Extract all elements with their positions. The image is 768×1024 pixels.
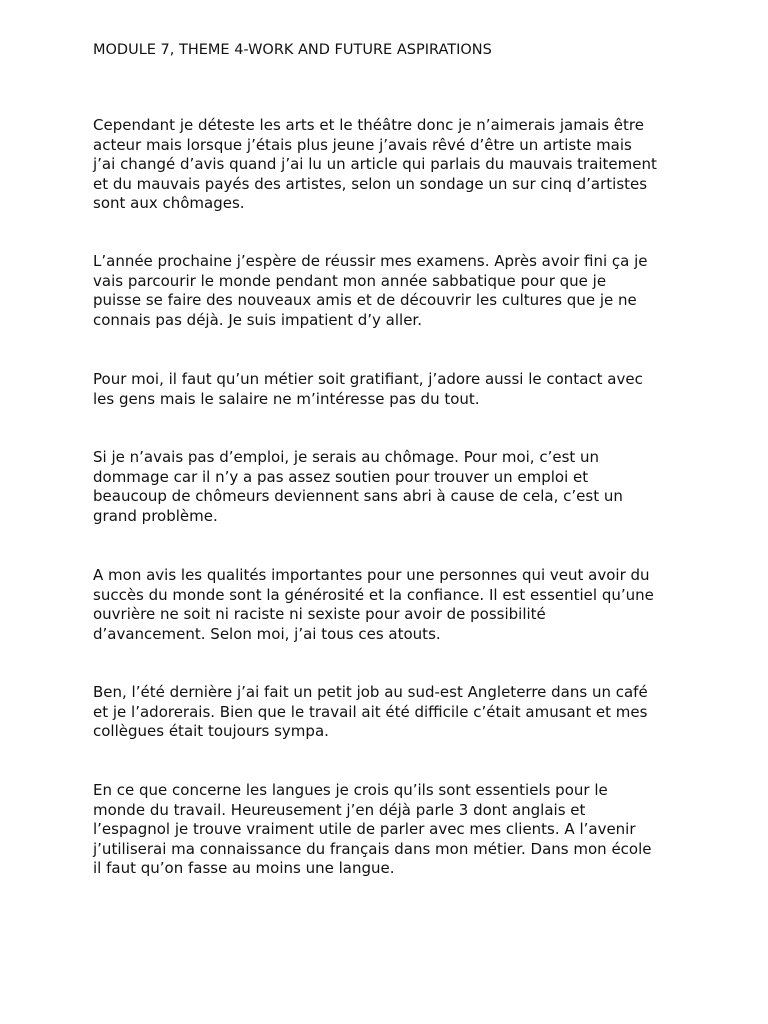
paragraph-line: dommage car il n’y a pas assez soutien pour trouver un emploi et [93,467,589,486]
paragraph-line: acteur mais lorsque j’étais plus jeune j’avais rêvé d’être un artiste mais [93,135,632,154]
paragraph-line: et du mauvais payés des artistes, selon un sondage un sur cinq d’artistes [93,174,648,193]
paragraph-line: il faut qu’on fasse au moins une langue. [93,859,395,878]
paragraph-summer-job [93,683,693,742]
paragraph-line: A mon avis les qualités importantes pour une personnes qui veut avoir du [93,566,650,584]
paragraph-line: Cependant je déteste les arts et le théâtre donc je n’aimerais jamais être [93,116,644,134]
paragraph-line: Ben, l’été dernière j’ai fait un petit job au sud-est Angleterre dans un café [93,683,648,701]
paragraph-line: j’utiliserai ma connaissance du français dans mon métier. Dans mon école [93,839,652,858]
paragraph-line: et je l’adorerais. Bien que le travail ait été difficile c’était amusant et mes [93,702,648,721]
paragraph-line: collègues était toujours sympa. [93,722,329,741]
paragraph-line: En ce que concerne les langues je crois qu’ils sont essentiels pour le [93,781,608,799]
document-title: MODULE 7, THEME 4-WORK AND FUTURE ASPIRATIONS [93,42,492,58]
paragraph-line: Si je n’avais pas d’emploi, je serais au chômage. Pour moi, c’est un [93,448,600,466]
paragraph-languages [93,781,693,879]
paragraph-unemployment [93,448,693,526]
paragraph-line: vais parcourir le monde pendant mon année sabbatique pour que je [93,271,607,290]
paragraph-line: d’avancement. Selon moi, j’ai tous ces atouts. [93,624,441,643]
paragraph-theatre [93,116,693,214]
paragraph-line: les gens mais le salaire ne m’intéresse pas du tout. [93,389,480,408]
paragraph-line: Pour moi, il faut qu’un métier soit gratifiant, j’adore aussi le contact avec [93,370,643,388]
paragraph-job-priorities [93,370,693,409]
paragraph-line: j’ai changé d’avis quand j’ai lu un article qui parlais du mauvais traitement [93,155,657,174]
paragraph-line: puisse se faire des nouveaux amis et de découvrir les cultures que je ne [93,291,637,310]
paragraph-line: ouvrière ne soit ni raciste ni sexiste pour avoir de possibilité [93,605,546,624]
paragraph-line: monde du travail. Heureusement j’en déjà parle 3 dont anglais et [93,800,586,819]
paragraph-qualities [93,566,693,644]
paragraph-line: beaucoup de chômeurs deviennent sans abri à cause de cela, c’est un [93,487,623,506]
paragraph-line: sont aux chômages. [93,194,245,213]
paragraph-gap-year [93,252,693,330]
paragraph-line: succès du monde sont la générosité et la confiance. Il est essentiel qu’une [93,585,654,604]
paragraph-line: l’espagnol je trouve vraiment utile de parler avec mes clients. A l’avenir [93,820,636,839]
paragraph-line: connais pas déjà. Je suis impatient d’y aller. [93,310,422,329]
paragraph-line: grand problème. [93,506,218,525]
paragraph-line: L’année prochaine j’espère de réussir mes examens. Après avoir fini ça je [93,252,648,270]
